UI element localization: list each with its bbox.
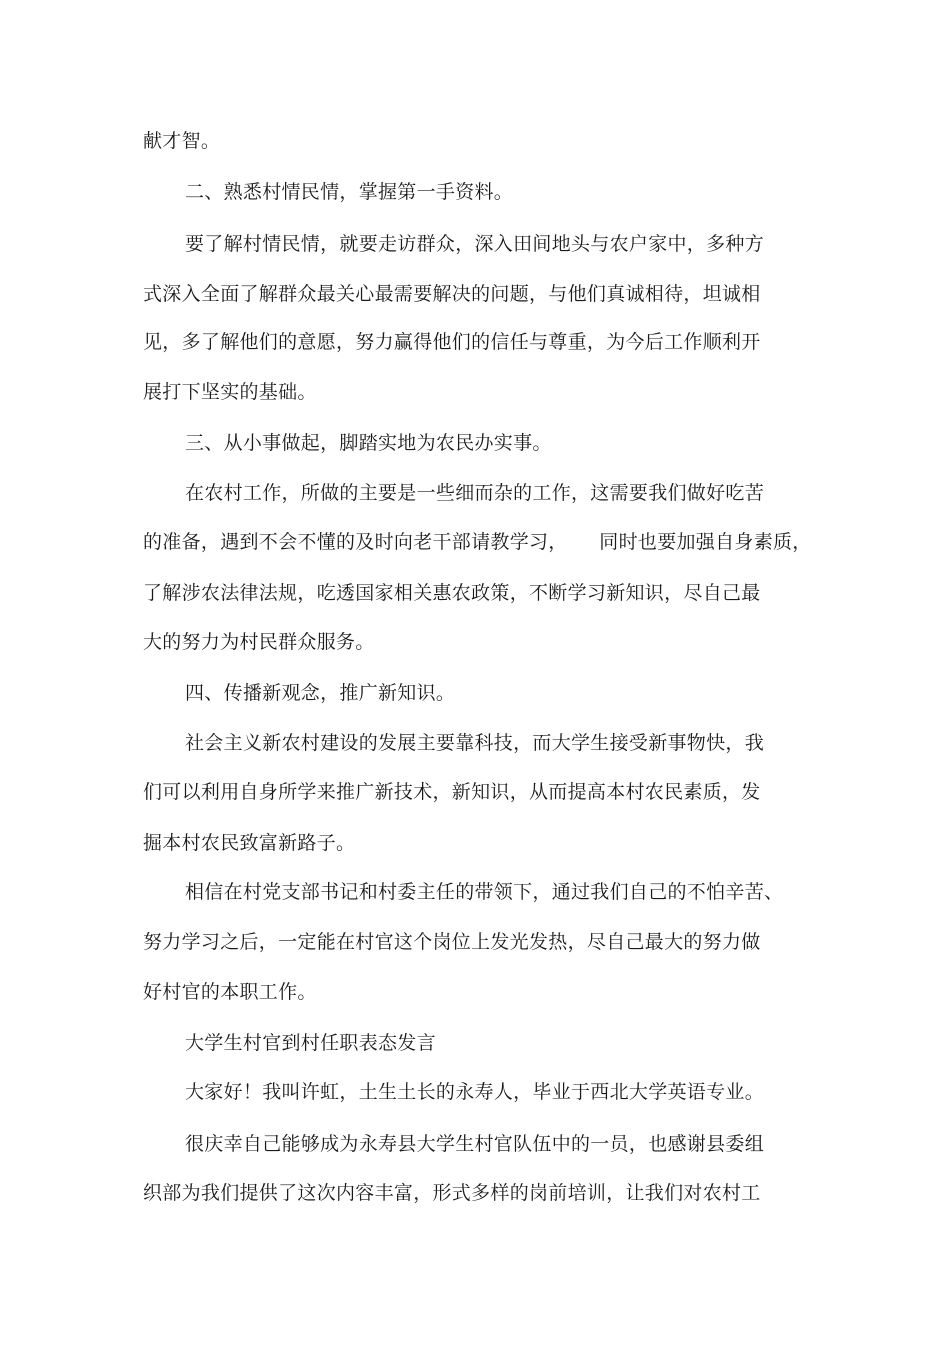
- paragraph-line: 好村官的本职工作。: [143, 981, 317, 1003]
- paragraph-line: 展打下坚实的基础。: [143, 381, 317, 403]
- paragraph-line: 在农村工作，所做的主要是一些细而杂的工作，这需要我们做好吃苦: [185, 482, 765, 504]
- paragraph-line: 努力学习之后，一定能在村官这个岗位上发光发热，尽自己最大的努力做: [143, 931, 761, 953]
- section-heading: 二、熟悉村情民情，掌握第一手资料。: [185, 181, 514, 203]
- paragraph-line: 掘本村农民致富新路子。: [143, 832, 356, 854]
- paragraph-line: 织部为我们提供了这次内容丰富，形式多样的岗前培训，让我们对农村工: [143, 1182, 761, 1204]
- paragraph-line: 相信在村党支部书记和村委主任的带领下，通过我们自己的不怕辛苦、: [185, 881, 784, 903]
- paragraph-line: 社会主义新农村建设的发展主要靠科技，而大学生接受新事物快，我: [185, 732, 765, 754]
- paragraph-line: 式深入全面了解群众最关心最需要解决的问题，与他们真诚相待，坦诚相: [143, 283, 761, 305]
- paragraph-line: 了解涉农法律法规，吃透国家相关惠农政策，不断学习新知识，尽自己最: [143, 582, 761, 604]
- paragraph-line: 大家好！我叫许虹，土生土长的永寿人，毕业于西北大学英语专业。: [185, 1081, 765, 1103]
- section-heading: 三、从小事做起，脚踏实地为农民办实事。: [185, 432, 552, 454]
- paragraph-line: 很庆幸自己能够成为永寿县大学生村官队伍中的一员，也感谢县委组: [185, 1133, 765, 1155]
- section-heading: 四、传播新观念，推广新知识。: [185, 682, 456, 704]
- paragraph-line: 的准备，遇到不会不懂的及时向老干部请教学习， 同时也要加强自身素质，: [143, 531, 812, 553]
- paragraph-line: 们可以利用自身所学来推广新技术，新知识，从而提高本村农民素质，发: [143, 781, 761, 803]
- paragraph-line: 大的努力为村民群众服务。: [143, 631, 375, 653]
- document-title: 大学生村官到村任职表态发言: [185, 1032, 436, 1054]
- paragraph-line: 献才智。: [143, 130, 221, 152]
- paragraph-line: 见，多了解他们的意愿，努力赢得他们的信任与尊重，为今后工作顺利开: [143, 331, 761, 353]
- paragraph-line: 要了解村情民情，就要走访群众，深入田间地头与农户家中，多种方: [185, 233, 765, 255]
